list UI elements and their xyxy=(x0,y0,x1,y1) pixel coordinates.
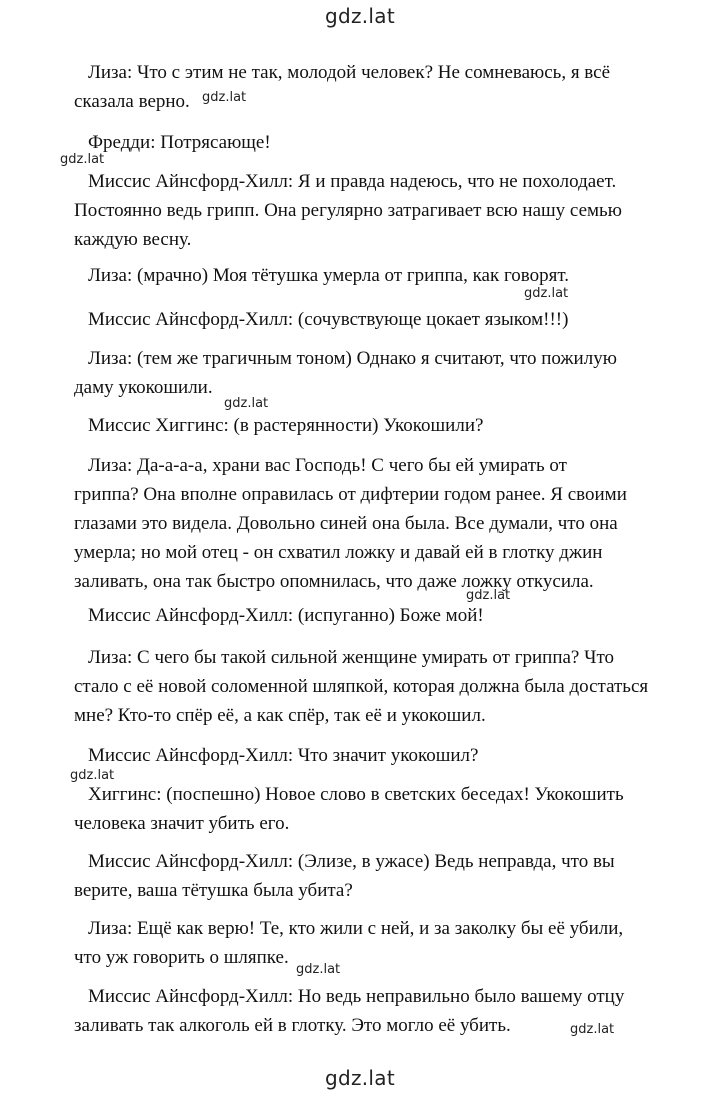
paragraph-line: Постоянно ведь грипп. Она регулярно затрагивает всю нашу семью xyxy=(74,200,622,221)
paragraph xyxy=(74,411,674,440)
paragraph xyxy=(74,167,674,254)
paragraph xyxy=(74,601,674,630)
paragraph xyxy=(74,344,674,402)
inline-watermark: gdz.lat xyxy=(466,588,511,603)
paragraph-line: Хиггинс: (поспешно) Новое слово в светских беседах! Укокошить xyxy=(88,784,624,805)
inline-watermark: gdz.lat xyxy=(224,396,269,411)
inline-watermark: gdz.lat xyxy=(60,152,105,167)
inline-watermark: gdz.lat xyxy=(296,962,341,977)
paragraph xyxy=(74,643,674,730)
paragraph-line: Миссис Айнсфорд-Хилл: Но ведь неправильно было вашему отцу xyxy=(88,986,625,1007)
paragraph-line: глазами это видела. Довольно синей она была. Все думали, что она xyxy=(74,513,618,534)
paragraph-line: Миссис Айнсфорд-Хилл: (Элизе, в ужасе) Ведь неправда, что вы xyxy=(88,851,615,872)
header-watermark: gdz.lat xyxy=(324,4,395,28)
paragraph-line: Лиза: Ещё как верю! Те, кто жили с ней, и за заколку бы её убили, xyxy=(88,918,624,939)
paragraph-line: стало с её новой соломенной шляпкой, которая должна была достаться xyxy=(74,676,649,697)
inline-watermark: gdz.lat xyxy=(524,286,569,301)
paragraph-line: что уж говорить о шляпке. xyxy=(74,947,289,968)
paragraph-line: Миссис Айнсфорд-Хилл: (сочувствующе цокает языком!!!) xyxy=(88,309,569,330)
inline-watermark: gdz.lat xyxy=(570,1022,615,1037)
paragraph-line: мне? Кто-то спёр её, а как спёр, так её и укокошил. xyxy=(74,705,486,726)
inline-watermark: gdz.lat xyxy=(202,90,247,105)
paragraph-line: человека значит убить его. xyxy=(74,813,290,834)
paragraph-line: Лиза: Да-а-а-а, храни вас Господь! С чего бы ей умирать от xyxy=(88,455,567,476)
paragraph-line: Лиза: Что с этим не так, молодой человек? Не сомневаюсь, я всё xyxy=(88,62,611,83)
paragraph xyxy=(74,128,674,157)
inline-watermark: gdz.lat xyxy=(70,768,115,783)
paragraph-line: умерла; но мой отец - он схватил ложку и давай ей в глотку джин xyxy=(74,542,603,563)
paragraph-line: даму укокошили. xyxy=(74,377,213,398)
paragraph xyxy=(74,261,674,290)
paragraph-line: заливать так алкоголь ей в глотку. Это могло её убить. xyxy=(74,1015,511,1036)
paragraph-line: заливать, она так быстро опомнилась, что даже ложку откусила. xyxy=(74,571,594,592)
paragraph-line: Фредди: Потрясающе! xyxy=(88,132,271,153)
paragraph-line: каждую весну. xyxy=(74,229,192,250)
paragraph xyxy=(74,914,674,972)
paragraph xyxy=(74,305,674,334)
paragraph xyxy=(74,780,674,838)
footer-watermark: gdz.lat xyxy=(324,1066,395,1090)
paragraph-line: Миссис Айнсфорд-Хилл: (испуганно) Боже мой! xyxy=(88,605,484,626)
paragraph-line: Лиза: (тем же трагичным тоном) Однако я считают, что пожилую xyxy=(88,348,617,369)
paragraph xyxy=(74,741,674,770)
paragraph xyxy=(74,58,674,116)
paragraph-line: верите, ваша тётушка была убита? xyxy=(74,880,353,901)
paragraph-line: гриппа? Она вполне оправилась от дифтерии годом ранее. Я своими xyxy=(74,484,627,505)
paragraph-line: сказала верно. xyxy=(74,91,190,112)
paragraph xyxy=(74,451,674,596)
paragraph-line: Миссис Хиггинс: (в растерянности) Укокошили? xyxy=(88,415,484,436)
paragraph-line: Миссис Айнсфорд-Хилл: Я и правда надеюсь, что не похолодает. xyxy=(88,171,617,192)
paragraph-line: Миссис Айнсфорд-Хилл: Что значит укокошил? xyxy=(88,745,479,766)
paragraph xyxy=(74,847,674,905)
paragraph-line: Лиза: (мрачно) Моя тётушка умерла от гриппа, как говорят. xyxy=(88,265,569,286)
paragraph-line: Лиза: С чего бы такой сильной женщине умирать от гриппа? Что xyxy=(88,647,615,668)
